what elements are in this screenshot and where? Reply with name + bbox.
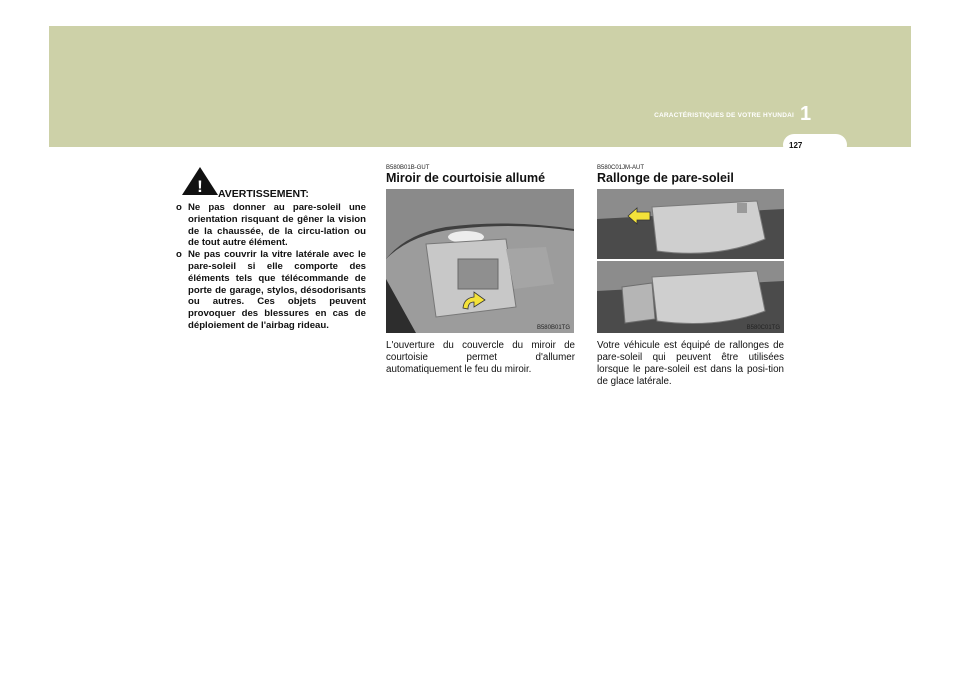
image-label: B580B01TG (536, 325, 570, 331)
bullet: o (176, 249, 182, 261)
arrow-icon (460, 290, 488, 312)
warning-item-text: Ne pas couvrir la vitre latérale avec le pare-soleil si elle comporte des éléments tels que télécommande de porte de garage, stylos, désodorisants ou autres. Ces objets peuvent provoquer des blessures en cas de déploiement de l'airbag rideau. (188, 249, 366, 331)
arrow-left-icon (627, 207, 651, 225)
warning-item (176, 202, 366, 249)
section-code: B580B01B-GUT (386, 165, 430, 171)
section-body: L'ouverture du couvercle du miroir de courtoisie permet d'allumer automatiquement le feu du miroir. (386, 340, 575, 375)
section-title: Rallonge de pare-soleil (597, 171, 734, 185)
sunvisor-illustration (597, 189, 784, 259)
section-code: B580C01JM-AUT (597, 165, 645, 171)
chapter-title: CARACTÉRISTIQUES DE VOTRE HYUNDAI (654, 112, 794, 119)
warning-list (176, 202, 366, 332)
sunvisor-photo-bottom (597, 261, 784, 333)
warning-item (176, 249, 366, 332)
chapter-number: 1 (800, 103, 812, 125)
sunvisor-extended-illustration (597, 261, 784, 333)
vanity-mirror-photo (386, 189, 574, 333)
warning-item-text: Ne pas donner au pare-soleil une orientation risquant de gêner la vision de la chaussée, de la circu-lation ou de tout autre élément. (188, 202, 366, 249)
section-title: Miroir de courtoisie allumé (386, 171, 546, 185)
warning-triangle-icon (181, 166, 219, 196)
image-label: B580C01TG (746, 325, 780, 331)
bullet: o (176, 202, 182, 213)
warning-title: AVERTISSEMENT: (218, 188, 309, 200)
page-number: 127 (789, 141, 803, 150)
warning-symbol: ! (197, 177, 203, 196)
header-band (49, 26, 911, 147)
section-body: Votre véhicule est équipé de rallonges de pare-soleil qui peuvent être utilisées lorsque le pare-soleil est dans la posi-tion de glace latérale. (597, 340, 784, 387)
sunvisor-photo-top (597, 189, 784, 259)
